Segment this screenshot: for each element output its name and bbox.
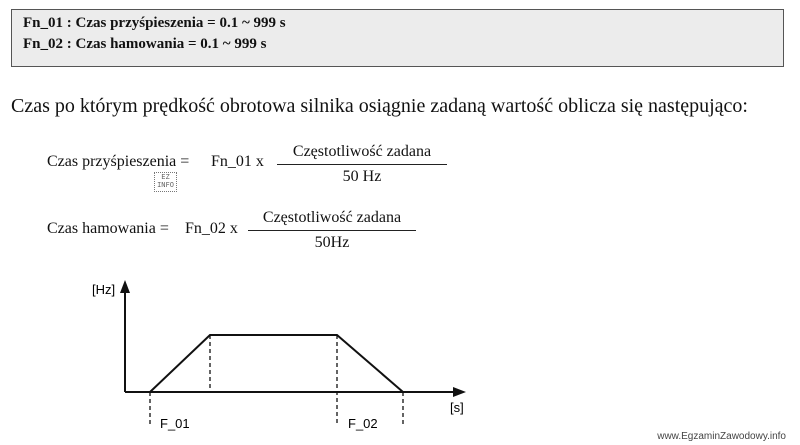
formula-accel-label: Czas przyśpieszenia = [47, 153, 190, 170]
stamp-logo: EZ INFO [154, 172, 177, 192]
x-axis-label: [s] [450, 400, 464, 415]
formula-brake-numerator: Częstotliwość zadana [262, 209, 402, 226]
param-fn02: Fn_02 : Czas hamowania = 0.1 ~ 999 s [23, 36, 267, 52]
x-axis-arrow [453, 387, 466, 397]
speed-profile-line [150, 335, 403, 392]
formula-accel-mult: Fn_01 x [211, 153, 264, 170]
marker-f01-label: F_01 [160, 416, 190, 431]
formula-brake-label: Czas hamowania = [47, 220, 169, 237]
formula-brake-denominator: 50Hz [314, 234, 350, 251]
intro-text: Czas po którym prędkość obrotowa silnika osiągnie zadaną wartość oblicza się następująco: [11, 95, 748, 117]
param-fn01: Fn_01 : Czas przyśpieszenia = 0.1 ~ 999 s [23, 15, 286, 31]
y-axis-arrow [120, 280, 130, 293]
watermark: www.EgzaminZawodowy.info [657, 431, 786, 442]
formula-accel-numerator: Częstotliwość zadana [292, 143, 432, 160]
formula-brake-mult: Fn_02 x [185, 220, 238, 237]
marker-f02-label: F_02 [348, 416, 378, 431]
formula-accel-denominator: 50 Hz [342, 168, 382, 185]
y-axis-label: [Hz] [92, 282, 116, 297]
